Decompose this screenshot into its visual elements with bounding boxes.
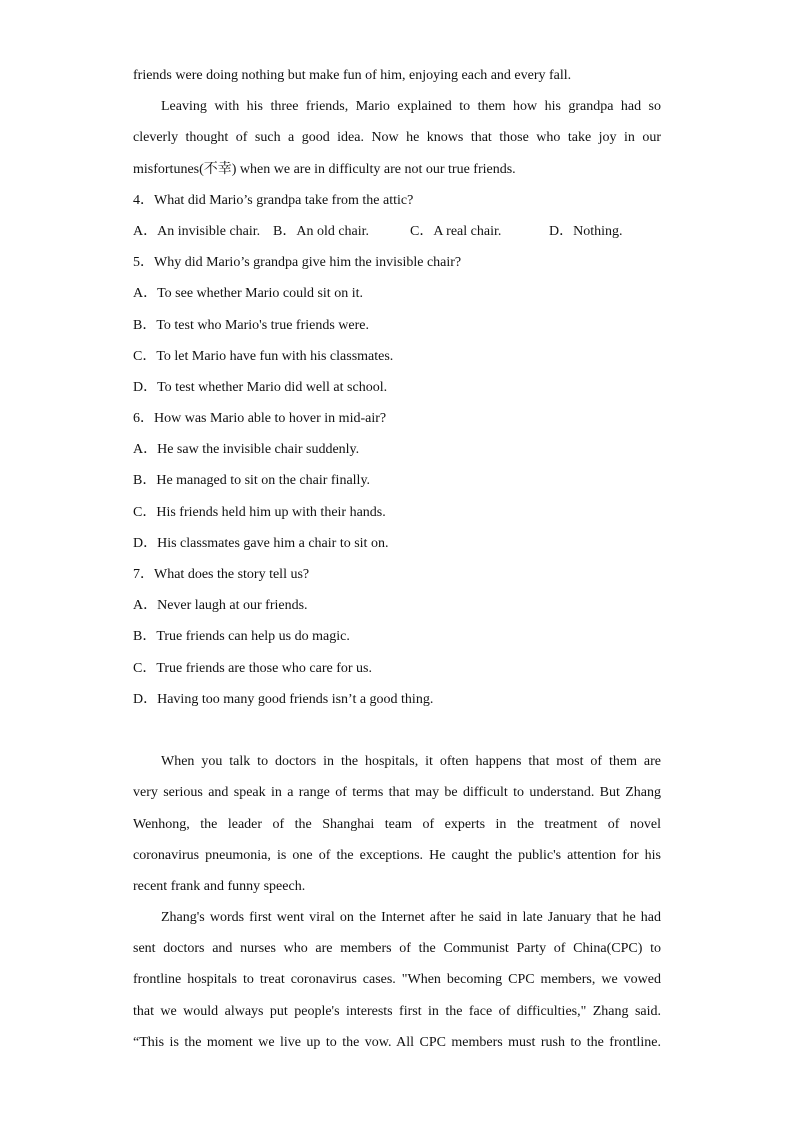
question-6-option-c: C．His friends held him up with their hands. [133,504,386,520]
passage2-para1-line-2: very serious and speak in a range of terms that may be difficult to understand. But Zhang [133,785,661,801]
passage1-tail-line: friends were doing nothing but make fun of him, enjoying each and every fall. [133,68,572,83]
question-4-stem: 4．What did Mario’s grandpa take from the attic? [133,192,414,208]
passage2-para2-line-5: “This is the moment we live up to the vow. All CPC members must rush to the frontline. [133,1034,661,1050]
question-7-stem: 7．What does the story tell us? [133,567,310,582]
question-7-option-b: B．True friends can help us do magic. [133,629,350,645]
passage2-para2-line-4: that we would always put people's interests first in the face of difficulties," Zhang said. [133,1003,661,1019]
question-4-options [133,216,661,247]
question-6-stem: 6．How was Mario able to hover in mid-air? [133,411,387,427]
question-6-option-b: B．He managed to sit on the chair finally. [133,473,371,489]
passage2-para1-line-1: When you talk to doctors in the hospitals, it often happens that most of them are [161,754,661,770]
question-7-option-a: A．Never laugh at our friends. [133,598,308,614]
question-4-option-a: A．An invisible chair. [133,223,261,239]
question-5-option-c: C．To let Mario have fun with his classmates. [133,348,394,364]
passage2-para1-line-4: coronavirus pneumonia, is one of the exceptions. He caught the public's attention for his [133,847,661,863]
passage1-para2-line-1: Leaving with his three friends, Mario explained to them how his grandpa had so [161,99,661,115]
passage1-para2-line-2: cleverly thought of such a good idea. Now he knows that those who take joy in our [133,130,661,146]
section-gap [133,715,661,746]
question-4-option-d: D．Nothing. [549,223,623,239]
question-7-option-d: D．Having too many good friends isn’t a good thing. [133,691,434,707]
question-6-option-a: A．He saw the invisible chair suddenly. [133,442,360,458]
question-5-option-b: B．To test who Mario's true friends were. [133,317,369,333]
passage2-para2-line-3: frontline hospitals to treat coronavirus cases. "When becoming CPC members, we vowed [133,972,661,988]
passage2-para1-line-3: Wenhong, the leader of the Shanghai team of experts in the treatment of novel [133,816,661,832]
question-4-option-b: B．An old chair. [273,223,370,239]
passage2-para2-line-1: Zhang's words first went viral on the Internet after he said in late January that he had [161,910,661,926]
passage2-para2-line-2: sent doctors and nurses who are members of the Communist Party of China(CPC) to [133,941,661,957]
passage1-para2-line-3: misfortunes(不幸) when we are in difficulty are not our true friends. [133,161,516,177]
question-6-option-d: D．His classmates gave him a chair to sit on. [133,535,389,551]
document-page [133,60,661,1058]
question-5-option-a: A．To see whether Mario could sit on it. [133,286,363,302]
question-7-option-c: C．True friends are those who care for us. [133,660,372,676]
question-5-option-d: D．To test whether Mario did well at school. [133,379,388,395]
question-5-stem: 5．Why did Mario’s grandpa give him the invisible chair? [133,255,462,271]
passage2-para1-line-5: recent frank and funny speech. [133,878,306,894]
question-4-option-c: C．A real chair. [410,223,502,239]
